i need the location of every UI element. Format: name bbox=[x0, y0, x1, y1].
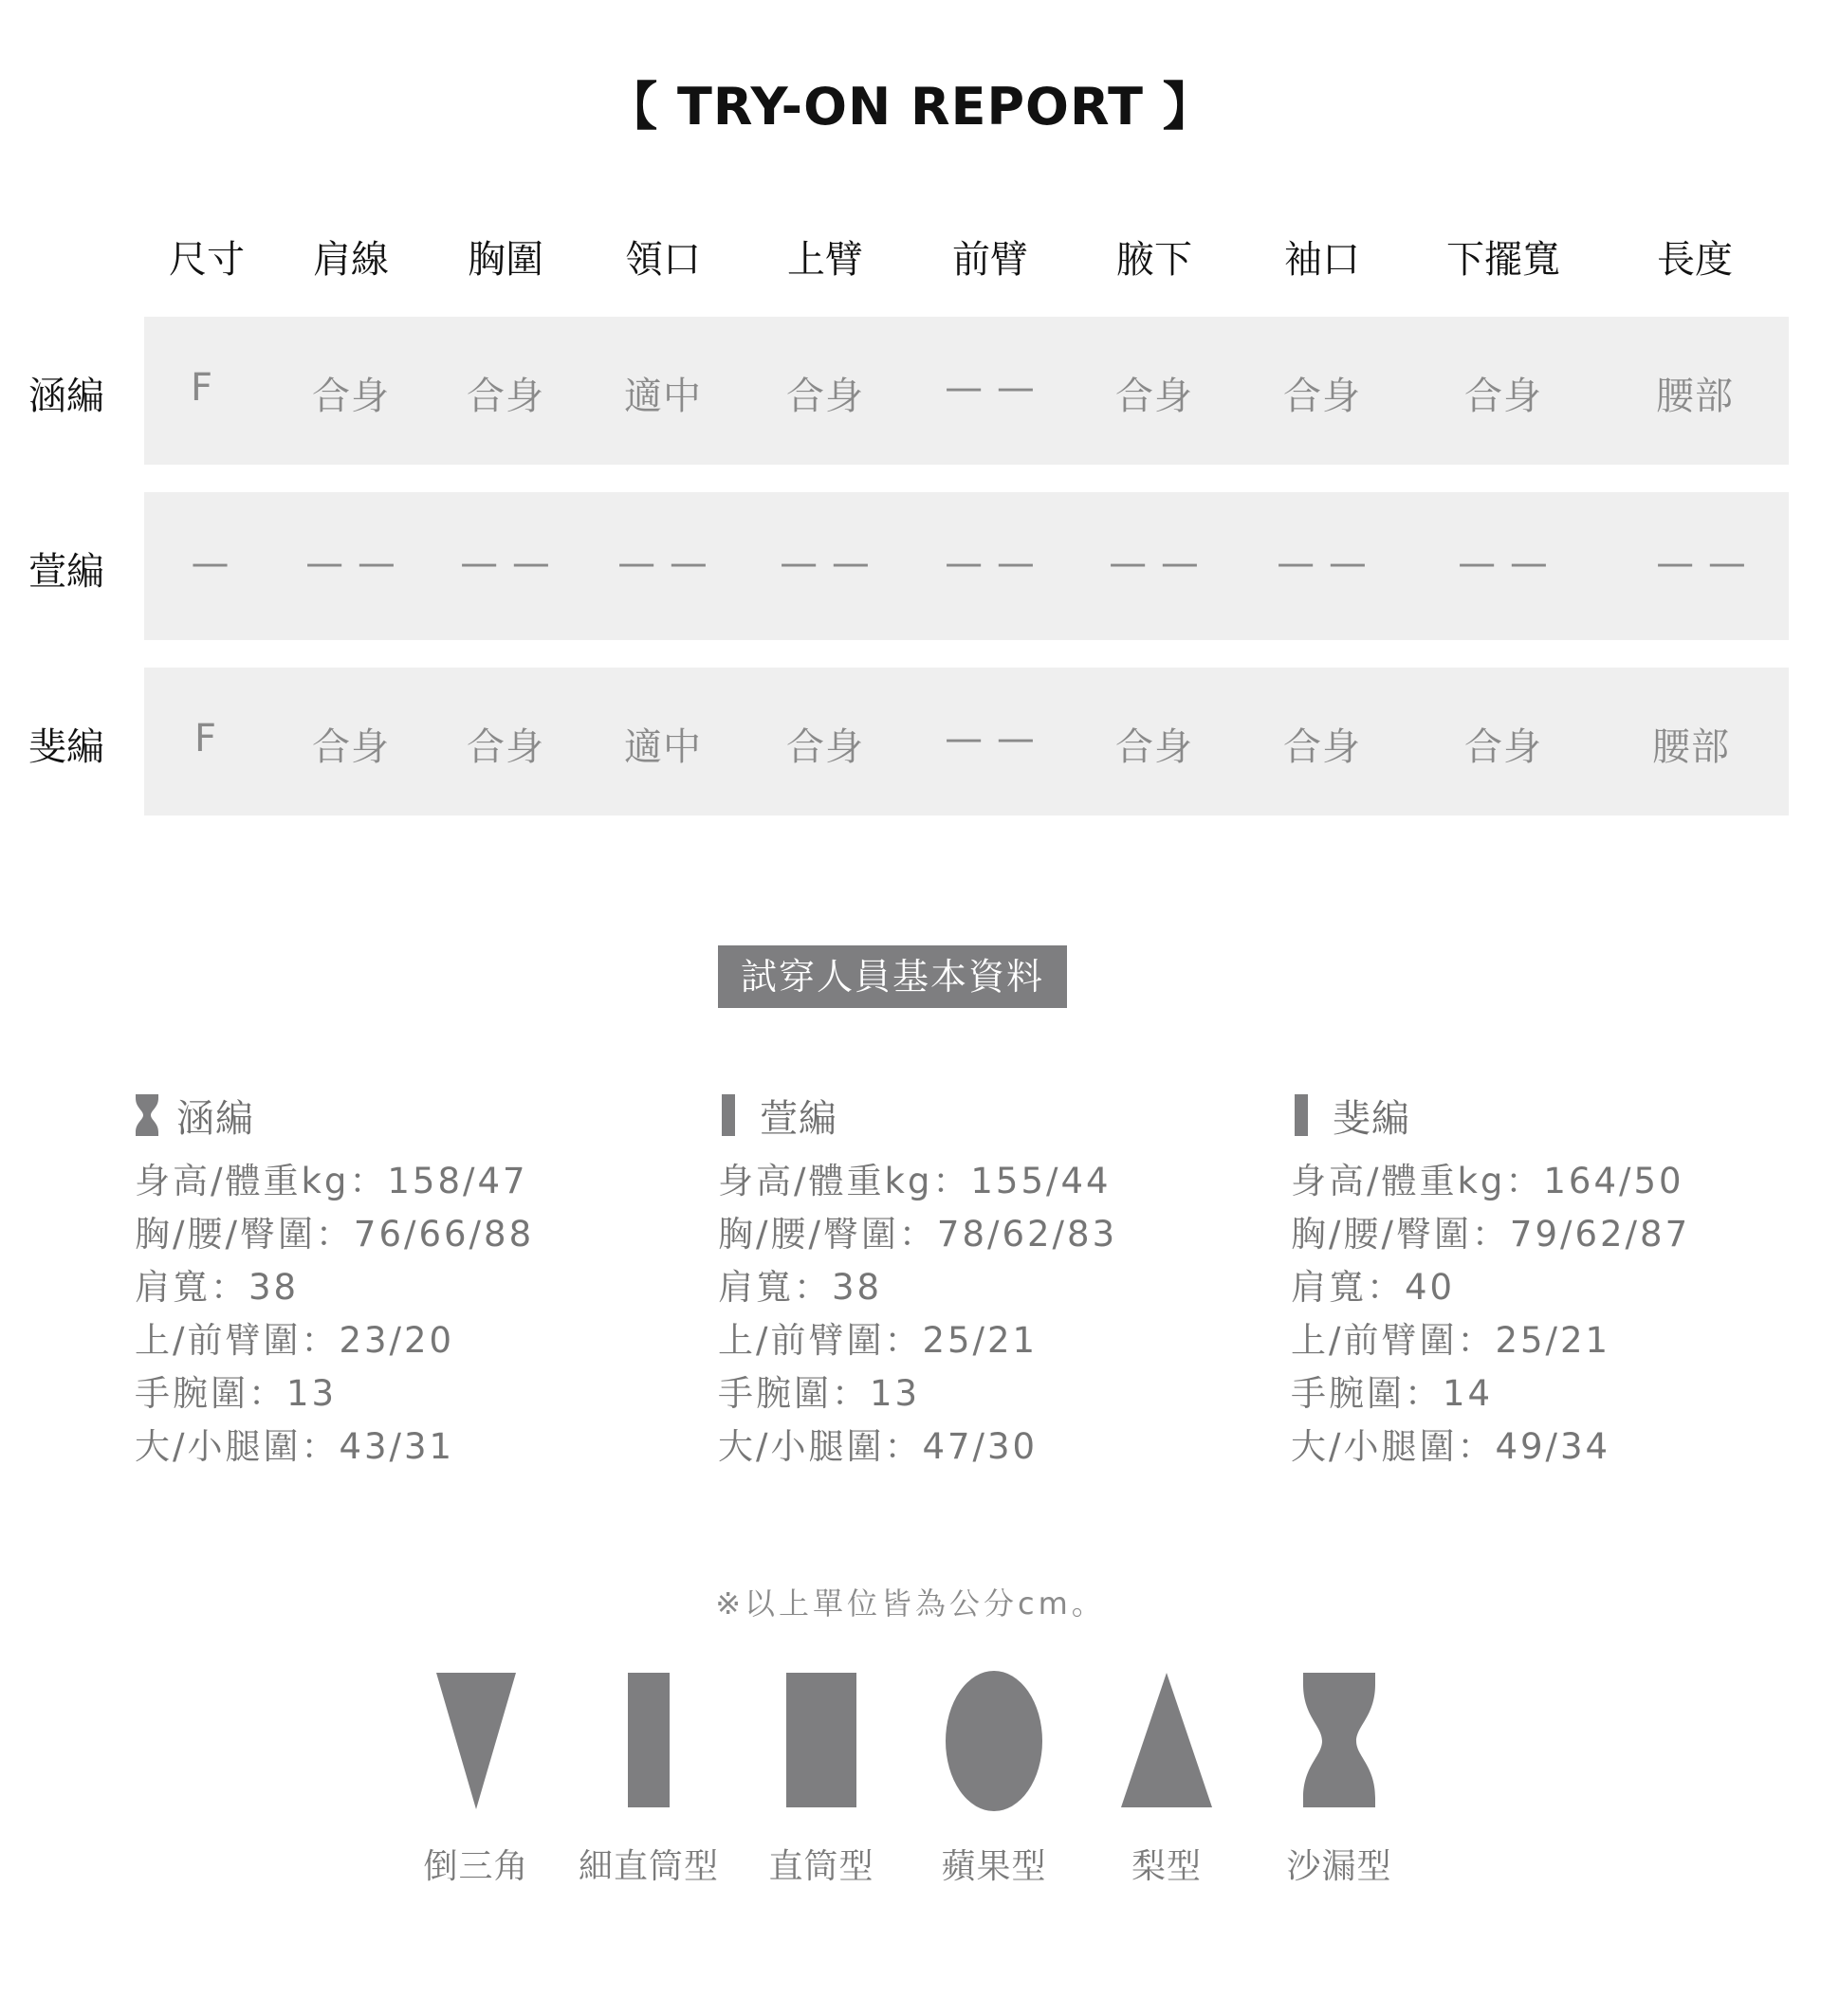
narrow-rectangle-icon bbox=[1291, 1094, 1315, 1136]
shape-label: 倒三角 bbox=[423, 1847, 529, 1886]
table-cell: 合身 bbox=[467, 375, 544, 418]
table-cell: 合身 bbox=[1283, 725, 1361, 769]
unit-note: ※以上單位皆為公分cm。 bbox=[715, 1585, 1106, 1622]
table-cell: — — bbox=[1458, 541, 1549, 585]
section-tag: 試穿人員基本資料 bbox=[718, 945, 1067, 1008]
stat-shoulder: 肩寬：38 bbox=[718, 1267, 883, 1308]
stat-bust-waist-hip: 胸/腰/臀圍：76/66/88 bbox=[135, 1214, 535, 1255]
stat-height-weight: 身高/體重kg：155/44 bbox=[718, 1161, 1112, 1201]
stat-shoulder: 肩寬：38 bbox=[135, 1267, 300, 1308]
header-hem-width: 下擺寬 bbox=[1446, 238, 1560, 282]
stat-wrist: 手腕圍：13 bbox=[718, 1373, 921, 1414]
table-cell: — — bbox=[945, 366, 1036, 410]
stat-arm: 上/前臂圍：23/20 bbox=[135, 1320, 455, 1361]
stat-wrist: 手腕圍：13 bbox=[135, 1373, 338, 1414]
stat-leg: 大/小腿圍：49/34 bbox=[1291, 1426, 1611, 1467]
shape-label: 直筒型 bbox=[768, 1847, 874, 1886]
profile-card bbox=[135, 1089, 666, 1474]
stat-leg: 大/小腿圍：43/31 bbox=[135, 1426, 455, 1467]
header-armpit: 腋下 bbox=[1116, 238, 1192, 282]
stat-bust-waist-hip: 胸/腰/臀圍：79/62/87 bbox=[1291, 1214, 1691, 1255]
table-cell: — — bbox=[617, 541, 708, 585]
stat-wrist: 手腕圍：14 bbox=[1291, 1373, 1494, 1414]
stat-height-weight: 身高/體重kg：164/50 bbox=[1291, 1161, 1684, 1201]
hourglass-icon bbox=[135, 1094, 159, 1136]
table-cell: — — bbox=[780, 541, 871, 585]
table-cell: 適中 bbox=[624, 725, 702, 769]
header-upper-arm: 上臂 bbox=[787, 238, 863, 282]
table-cell: — — bbox=[1277, 541, 1368, 585]
profile-card bbox=[1291, 1089, 1821, 1474]
table-cell: — — bbox=[305, 541, 396, 585]
header-shoulder: 肩線 bbox=[313, 238, 389, 282]
page-title: 【 TRY-ON REPORT 】 bbox=[606, 77, 1215, 137]
narrow-rectangle-icon bbox=[718, 1094, 743, 1136]
table-cell: — — bbox=[945, 541, 1036, 585]
table-cell: 合身 bbox=[1115, 375, 1193, 418]
table-cell: — — bbox=[1656, 541, 1747, 585]
table-cell: 合身 bbox=[1464, 375, 1542, 418]
table-cell: F bbox=[190, 366, 213, 410]
header-neckline: 領口 bbox=[625, 238, 701, 282]
table-cell: 合身 bbox=[786, 375, 864, 418]
stat-bust-waist-hip: 胸/腰/臀圍：78/62/83 bbox=[718, 1214, 1118, 1255]
header-forearm: 前臂 bbox=[952, 238, 1028, 282]
shape-label: 蘋果型 bbox=[941, 1847, 1047, 1886]
stat-height-weight: 身高/體重kg：158/47 bbox=[135, 1161, 528, 1201]
table-cell: 合身 bbox=[1115, 725, 1193, 769]
table-cell: 適中 bbox=[624, 375, 702, 418]
shape-label: 梨型 bbox=[1131, 1847, 1202, 1886]
table-cell: 合身 bbox=[312, 375, 390, 418]
table-cell: F bbox=[193, 717, 217, 761]
profile-name: 斐編 bbox=[1333, 1096, 1410, 1141]
table-cell: 合身 bbox=[786, 725, 864, 769]
table-cell: 合身 bbox=[1283, 375, 1361, 418]
header-cuff: 袖口 bbox=[1284, 238, 1360, 282]
oval-icon bbox=[928, 1671, 1060, 1813]
triangle-icon bbox=[1100, 1671, 1233, 1813]
header-chest: 胸圍 bbox=[468, 238, 543, 282]
inverted-triangle-icon bbox=[410, 1671, 543, 1813]
stat-arm: 上/前臂圍：25/21 bbox=[1291, 1320, 1611, 1361]
table-cell: 合身 bbox=[467, 725, 544, 769]
header-size: 尺寸 bbox=[169, 238, 245, 282]
row-label: 萱編 bbox=[28, 550, 104, 594]
table-cell: — bbox=[191, 541, 230, 585]
shape-label: 細直筒型 bbox=[578, 1847, 719, 1886]
table-cell: 腰部 bbox=[1656, 375, 1734, 418]
table-cell: 合身 bbox=[312, 725, 390, 769]
profile-card bbox=[718, 1089, 1249, 1474]
hourglass-icon bbox=[1273, 1671, 1406, 1813]
table-cell: — — bbox=[460, 541, 551, 585]
table-cell: 腰部 bbox=[1652, 725, 1730, 769]
table-cell: 合身 bbox=[1464, 725, 1542, 769]
shape-label: 沙漏型 bbox=[1286, 1847, 1392, 1886]
header-length: 長度 bbox=[1657, 238, 1733, 282]
profile-name: 涵編 bbox=[176, 1096, 254, 1141]
stat-arm: 上/前臂圍：25/21 bbox=[718, 1320, 1039, 1361]
stat-leg: 大/小腿圍：47/30 bbox=[718, 1426, 1039, 1467]
stat-shoulder: 肩寬：40 bbox=[1291, 1267, 1456, 1308]
narrow-rectangle-icon bbox=[582, 1671, 715, 1813]
profile-name: 萱編 bbox=[760, 1096, 837, 1141]
row-label: 涵編 bbox=[28, 375, 104, 418]
rectangle-icon bbox=[755, 1671, 888, 1813]
row-label: 斐編 bbox=[28, 725, 104, 769]
table-cell: — — bbox=[945, 717, 1036, 761]
table-cell: — — bbox=[1109, 541, 1200, 585]
